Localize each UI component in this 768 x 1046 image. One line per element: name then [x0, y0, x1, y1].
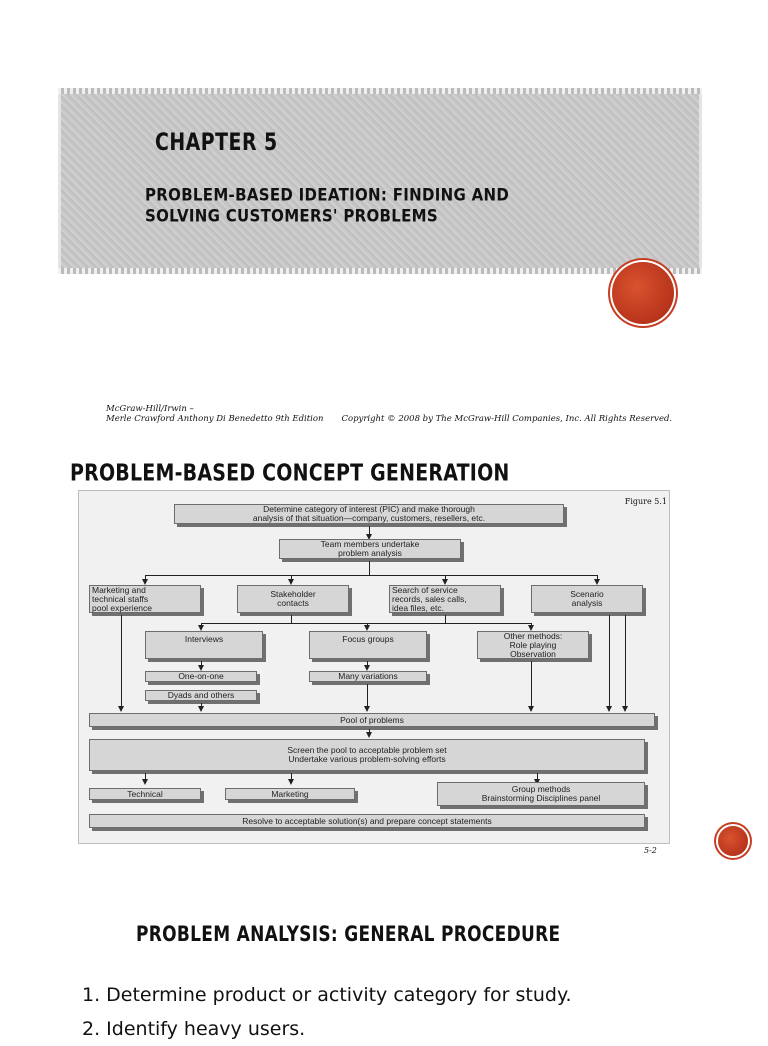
slide3-title: PROBLEM ANALYSIS: GENERAL PROCEDURE — [136, 922, 561, 947]
credits — [106, 404, 672, 424]
title-band — [58, 88, 702, 274]
slide2-title: PROBLEM-BASED CONCEPT GENERATION — [70, 460, 510, 487]
box-interviews: Interviews — [145, 631, 263, 659]
copyright: Copyright © 2008 by The McGraw-Hill Companies, Inc. All Rights Reserved. — [341, 414, 673, 424]
chapter-heading: CHAPTER 5 — [155, 128, 278, 156]
box-pool: Pool of problems — [89, 713, 655, 727]
procedure-list — [82, 978, 572, 1046]
box-group-methods: Group methods Brainstorming Disciplines panel — [437, 782, 645, 806]
box-pic: Determine category of interest (PIC) and make thorough analysis of that situation—company, customers, resellers, etc. — [174, 504, 564, 524]
credit-line-1: McGraw-Hill/Irwin – — [106, 404, 194, 414]
box-screen: Screen the pool to acceptable problem set Undertake various problem-solving efforts — [89, 739, 645, 771]
box-technical: Technical — [89, 788, 201, 800]
page-number: 5-2 — [644, 846, 657, 855]
box-marketing-technical: Marketing and technical staffs pool experience — [89, 585, 201, 613]
figure-label: Figure 5.1 — [624, 497, 667, 506]
list-item: 2. Identify heavy users. — [82, 1018, 306, 1040]
flowchart-figure — [78, 490, 670, 844]
box-one-on-one: One-on-one — [145, 671, 257, 682]
box-stakeholder: Stakeholder contacts — [237, 585, 349, 613]
box-scenario: Scenario analysis — [531, 585, 643, 613]
list-item: 1. Determine product or activity category for study. — [82, 984, 572, 1006]
box-marketing: Marketing — [225, 788, 355, 800]
decorative-circle-large — [612, 262, 674, 324]
box-search: Search of service records, sales calls, idea files, etc. — [389, 585, 501, 613]
box-other-methods: Other methods: Role playing Observation — [477, 631, 589, 659]
box-resolve: Resolve to acceptable solution(s) and prepare concept statements — [89, 814, 645, 828]
box-many-variations: Many variations — [309, 671, 427, 682]
chapter-subtitle: PROBLEM-BASED IDEATION: FINDING AND SOLVING CUSTOMERS' PROBLEMS — [145, 185, 510, 226]
box-dyads: Dyads and others — [145, 690, 257, 701]
box-focus-groups: Focus groups — [309, 631, 427, 659]
box-team: Team members undertake problem analysis — [279, 539, 461, 559]
decorative-circle-small — [718, 826, 748, 856]
credit-line-2: Merle Crawford Anthony Di Benedetto 9th Edition — [106, 414, 324, 424]
